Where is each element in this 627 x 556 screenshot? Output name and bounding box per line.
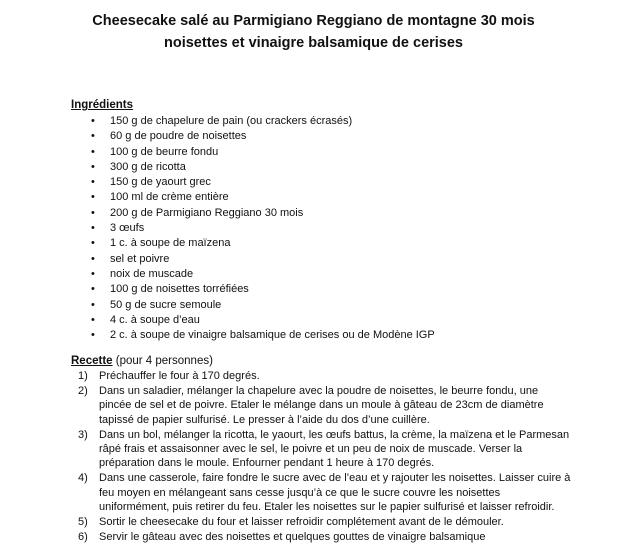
bullet-icon: • [91, 206, 95, 219]
ingredient-text: 1 c. à soupe de maïzena [110, 237, 231, 250]
bullet-icon: • [91, 283, 95, 296]
bullet-icon: • [91, 267, 95, 280]
bullet-icon: • [91, 130, 95, 143]
recipe-steps-list [0, 369, 627, 545]
recipe-heading [71, 354, 213, 369]
ingredient-item [0, 145, 435, 160]
step-text-line: râpé frais et assaisonner avec le sel, le poivre et un peu de noix de muscade. Verser la [99, 443, 523, 456]
ingredient-item [0, 236, 435, 251]
bullet-icon: • [91, 176, 95, 189]
step-text-line: Dans un saladier, mélanger la chapelure avec la poudre de noisettes, le beurre fondu, une [99, 385, 539, 398]
ingredients-list [0, 114, 435, 343]
step-text-line: uniformément, puis retirer du feu. Etaler les noisettes sur le papier sulfurisé et laisser refroidir. [99, 500, 555, 513]
recipe-step [0, 530, 627, 544]
ingredient-item [0, 114, 435, 129]
step-text-line: pincée de sel et de poivre. Etaler le mélange dans un moule à gâteau de 23cm de diamètre [99, 399, 544, 412]
bullet-icon: • [91, 222, 95, 235]
ingredient-item [0, 267, 435, 282]
ingredient-text: 4 c. à soupe d’eau [110, 313, 200, 326]
step-number: 1) [78, 370, 88, 382]
ingredient-text: 3 œufs [110, 222, 145, 235]
ingredient-item [0, 252, 435, 267]
bullet-icon: • [91, 298, 95, 311]
step-text-line: tapissé de papier sulfurisé. Le presser à l’aide du dos d’une cuillère. [99, 413, 430, 426]
ingredient-text: 150 g de yaourt grec [110, 176, 211, 189]
ingredient-text: 50 g de sucre semoule [110, 298, 222, 311]
ingredients-heading-label: Ingrédients [71, 99, 133, 111]
bullet-icon: • [91, 313, 95, 326]
ingredient-text: 100 g de noisettes torréfiées [110, 283, 249, 296]
step-text-line: feu moyen en mélangeant sans cesse jusqu’à ce que le sucre couvre les noisettes [99, 486, 501, 499]
step-text-line: Préchauffer le four à 170 degrés. [99, 370, 260, 382]
ingredient-item [0, 129, 435, 144]
title-line-2: noisettes et vinaigre balsamique de cerises [164, 35, 463, 51]
ingredients-heading [71, 98, 133, 113]
ingredient-item [0, 328, 435, 343]
ingredient-text: sel et poivre [110, 252, 170, 265]
bullet-icon: • [91, 252, 95, 265]
bullet-icon: • [91, 191, 95, 204]
ingredient-item [0, 206, 435, 221]
step-text-line: préparation dans le moule. Enfourner pendant 1 heure à 170 degrés. [99, 457, 435, 470]
ingredient-item [0, 160, 435, 175]
step-number: 4) [78, 472, 88, 485]
ingredient-text: 150 g de chapelure de pain (ou crackers écrasés) [110, 115, 353, 127]
bullet-icon: • [91, 115, 95, 127]
bullet-icon: • [91, 160, 95, 173]
step-text-line: Servir le gâteau avec des noisettes et quelques gouttes de vinaigre balsamique [99, 531, 486, 544]
recipe-servings: (pour 4 personnes) [112, 355, 213, 367]
bullet-icon: • [91, 237, 95, 250]
ingredient-text: noix de muscade [110, 267, 194, 280]
step-text-line: Dans un bol, mélanger la ricotta, le yaourt, les œufs battus, la crème, la maïzena et le Parmesan [99, 428, 570, 441]
ingredient-item [0, 282, 435, 297]
step-number: 3) [78, 428, 88, 441]
ingredient-item [0, 175, 435, 190]
bullet-icon: • [91, 145, 95, 158]
recipe-step [0, 515, 627, 529]
ingredient-text: 300 g de ricotta [110, 160, 186, 173]
recipe-step [0, 369, 627, 383]
recipe-step [0, 428, 627, 471]
step-number: 6) [78, 531, 88, 544]
ingredient-text: 100 ml de crème entière [110, 191, 229, 204]
step-number: 5) [78, 516, 88, 529]
title-line-1: Cheesecake salé au Parmigiano Reggiano de montagne 30 mois [92, 13, 535, 29]
bullet-icon: • [91, 329, 95, 342]
ingredient-item [0, 190, 435, 205]
step-text-line: Dans une casserole, faire fondre le sucre avec de l’eau et y rajouter les noisettes. Laisser cuire à [99, 472, 571, 485]
recipe-heading-label: Recette [71, 355, 113, 367]
ingredient-text: 60 g de poudre de noisettes [110, 130, 247, 143]
ingredient-item [0, 298, 435, 313]
ingredient-item [0, 221, 435, 236]
ingredient-text: 100 g de beurre fondu [110, 145, 219, 158]
ingredient-item [0, 313, 435, 328]
step-text-line: Sortir le cheesecake du four et laisser refroidir complétement avant de le démouler. [99, 516, 504, 529]
ingredient-text: 2 c. à soupe de vinaigre balsamique de cerises ou de Modène IGP [110, 329, 435, 342]
recipe-title [0, 10, 627, 54]
step-number: 2) [78, 385, 88, 398]
ingredient-text: 200 g de Parmigiano Reggiano 30 mois [110, 206, 304, 219]
recipe-step [0, 471, 627, 514]
recipe-step [0, 384, 627, 427]
